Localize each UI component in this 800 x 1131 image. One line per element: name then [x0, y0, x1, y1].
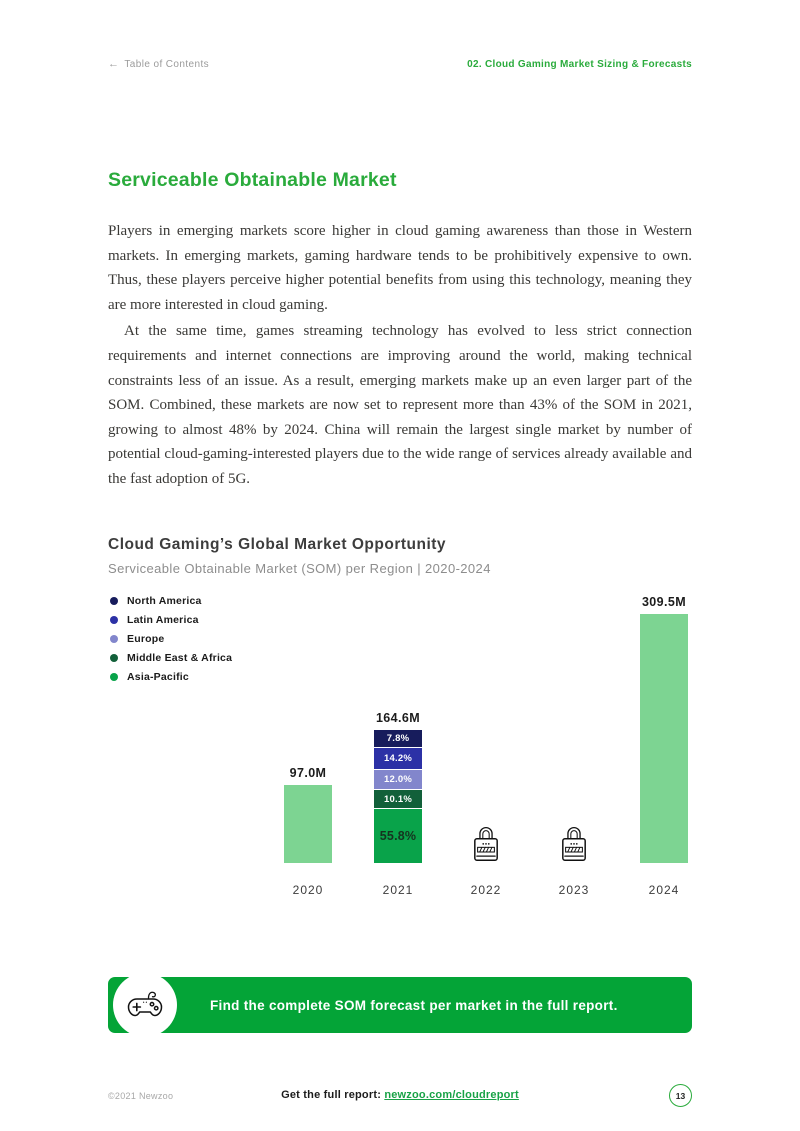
bar-total-2021: 164.6M — [375, 711, 421, 725]
bar-segment-middle-east-africa — [374, 790, 422, 808]
legend-item-north-america — [110, 595, 232, 607]
legend-dot — [110, 597, 118, 605]
bar-2021 — [374, 730, 422, 863]
x-tick-2023: 2023 — [558, 883, 590, 897]
legend-dot — [110, 635, 118, 643]
x-tick-2024: 2024 — [648, 883, 680, 897]
segment-label: 12.0% — [384, 773, 412, 785]
legend-item-middle-east-africa — [110, 652, 232, 664]
footer-cta-prefix: Get the full report: — [281, 1089, 385, 1101]
segment-label: 7.8% — [386, 732, 410, 744]
cloudreport-link[interactable]: newzoo.com/cloudreport — [384, 1089, 519, 1101]
footer-cta — [281, 1089, 519, 1101]
page-number: 13 — [675, 1090, 686, 1101]
legend-dot — [110, 673, 118, 681]
chart-column-2021 — [354, 587, 442, 897]
paragraph: At the same time, games streaming technology has evolved to less strict connection requirements and internet connections are improving around the world, making technical constraints less of an issue. As a result, emerging markets make up an even larger part of the SOM. Combined, these markets are now set to represent more than 43% of the SOM in 2021, growing to almost 48% by 2024. China will remain the largest single market by number of potential cloud-gaming-interested players due to the wide range of services already available and the fast adoption of 5G. — [108, 323, 692, 487]
chart-column-2022 — [442, 587, 530, 897]
bar-segment-latin-america — [374, 748, 422, 769]
chart-subtitle: Serviceable Obtainable Market (SOM) per Region | 2020-2024 — [108, 561, 491, 576]
table-of-contents-label: Table of Contents — [124, 59, 210, 70]
legend-label: Latin America — [127, 614, 199, 626]
page-footer — [108, 1084, 692, 1110]
bar-segment-north-america — [374, 730, 422, 747]
back-arrow-icon: ← — [108, 58, 120, 70]
gamepad-icon — [113, 973, 177, 1037]
legend-item-latin-america — [110, 614, 232, 626]
bar-segment-europe — [374, 770, 422, 790]
copyright-text: ©2021 Newzoo — [108, 1091, 174, 1101]
legend-label: Europe — [127, 633, 165, 645]
legend-item-europe — [110, 633, 232, 645]
segment-label: 55.8% — [379, 829, 417, 844]
page-header — [108, 58, 692, 70]
chart-plot — [108, 587, 692, 897]
bar-total-2020: 97.0M — [289, 766, 327, 780]
bar-total-2024: 309.5M — [641, 595, 687, 609]
section-breadcrumb: 02. Cloud Gaming Market Sizing & Forecasts — [467, 59, 692, 70]
chart-column-2023 — [530, 587, 618, 897]
legend-dot — [110, 616, 118, 624]
banner-text: Find the complete SOM forecast per market in the full report. — [210, 997, 618, 1013]
table-of-contents-link[interactable] — [108, 58, 209, 70]
chart-legend — [110, 595, 232, 690]
chart-column-2020 — [264, 587, 352, 897]
bar-2024 — [640, 614, 688, 863]
report-cta-banner[interactable] — [108, 977, 692, 1033]
legend-dot — [110, 654, 118, 662]
page-title: Serviceable Obtainable Market — [108, 169, 397, 191]
chart-column-2024 — [620, 587, 708, 897]
bar-segment-asia-pacific — [374, 809, 422, 863]
article-body — [108, 219, 692, 492]
x-tick-2021: 2021 — [382, 883, 414, 897]
chart-title: Cloud Gaming’s Global Market Opportunity — [108, 536, 447, 553]
bar-2020 — [284, 785, 332, 863]
x-tick-2020: 2020 — [292, 883, 324, 897]
segment-label: 10.1% — [384, 793, 412, 805]
paragraph: Players in emerging markets score higher in cloud gaming awareness than those in Western markets. In emerging markets, gaming hardware tends to be prohibitively expensive to own. Thus, these players perceive higher potential benefits from using this technology, meaning they are more interested in cloud gaming. — [108, 223, 692, 313]
legend-label: Asia-Pacific — [127, 671, 189, 683]
legend-item-asia-pacific — [110, 671, 232, 683]
legend-label: North America — [127, 595, 202, 607]
segment-label: 14.2% — [384, 752, 412, 764]
page-number-badge — [669, 1084, 692, 1107]
legend-label: Middle East & Africa — [127, 652, 233, 664]
chart-section — [108, 536, 692, 897]
lock-icon — [472, 822, 500, 863]
lock-icon — [560, 822, 588, 863]
x-tick-2022: 2022 — [470, 883, 502, 897]
